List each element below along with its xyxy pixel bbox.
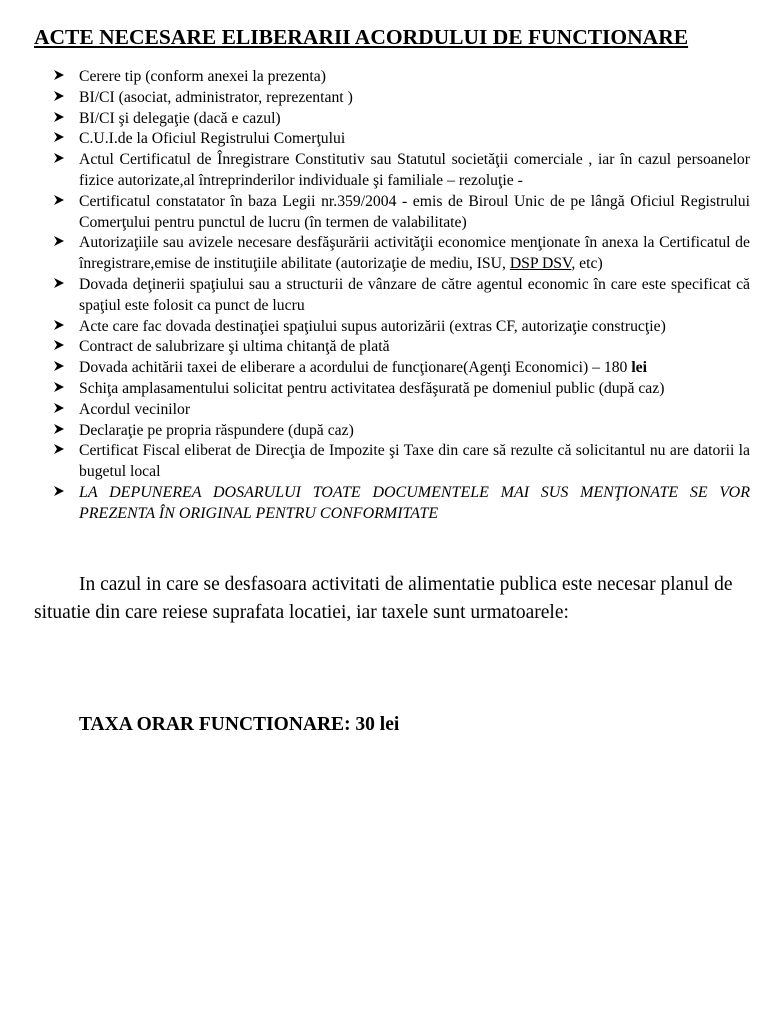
document-title: ACTE NECESARE ELIBERARII ACORDULUI DE FUNCTIONARE — [34, 25, 689, 49]
list-item-text: Declaraţie pe propria răspundere (după caz) — [79, 421, 354, 439]
list-item-text-end: , etc) — [571, 255, 603, 273]
arrowhead-bullet-icon — [52, 338, 66, 352]
arrowhead-bullet-icon — [52, 68, 66, 82]
list-item — [52, 192, 750, 234]
list-item — [52, 275, 750, 317]
list-item — [52, 67, 750, 88]
list-item — [52, 88, 750, 109]
list-item — [52, 379, 750, 400]
list-item — [52, 150, 750, 192]
list-item-text: BI/CI (asociat, administrator, reprezentant ) — [79, 88, 353, 106]
arrowhead-bullet-icon — [52, 401, 66, 415]
list-item-text: Cerere tip (conform anexei la prezenta) — [79, 68, 326, 85]
arrowhead-bullet-icon — [52, 484, 66, 498]
list-item-notice — [52, 483, 750, 525]
list-item — [52, 233, 750, 275]
fee-line: TAXA ORAR FUNCTIONARE: 30 lei — [79, 714, 400, 735]
list-item — [52, 358, 750, 379]
list-item — [52, 317, 750, 338]
list-item-text: Schiţa amplasamentului solicitat pentru activitatea desfăşurată pe domeniul public (după caz) — [79, 379, 665, 397]
list-item — [52, 400, 750, 421]
list-item-text: Dovada achitării taxei de eliberare a acordului de funcţionare(Agenţi Economici) – 180 — [79, 359, 632, 377]
list-item — [52, 109, 750, 130]
body-paragraph — [34, 571, 750, 627]
notice-text: LA DEPUNEREA DOSARULUI TOATE DOCUMENTELE MAI SUS MENŢIONATE SE VOR PREZENTA ÎN ORIGINAL PENTRU CONFORMITATE — [79, 483, 750, 522]
list-item-text: Certificat Fiscal eliberat de Direcţia de Impozite şi Taxe din care să rezulte că solicitantul nu are datorii la bugetul local — [79, 442, 750, 481]
list-item-text: Acte care fac dovada destinaţiei spaţiului supus autorizării (extras CF, autorizaţie construcţie) — [79, 317, 666, 335]
arrowhead-bullet-icon — [52, 359, 66, 373]
list-item-text: BI/CI şi delegaţie (dacă e cazul) — [79, 109, 281, 127]
arrowhead-bullet-icon — [52, 110, 66, 124]
arrowhead-bullet-icon — [52, 318, 66, 332]
underlined-text: DSP DSV — [509, 255, 572, 273]
arrowhead-bullet-icon — [52, 380, 66, 394]
list-item-text: Certificatul constatator în baza Legii nr.359/2004 - emis de Biroul Unic de pe lângă Oficiul Registrului Comerţului pentru punctul de lucru (în termen de valabilitate) — [79, 192, 750, 231]
arrowhead-bullet-icon — [52, 151, 66, 165]
arrowhead-bullet-icon — [52, 422, 66, 436]
bold-text: lei — [631, 359, 647, 377]
list-item — [52, 441, 750, 483]
arrowhead-bullet-icon — [52, 193, 66, 207]
list-item — [52, 421, 750, 442]
list-item-text: Acordul vecinilor — [79, 400, 191, 418]
list-item-text: Contract de salubrizare şi ultima chitanţă de plată — [79, 338, 390, 356]
arrowhead-bullet-icon — [52, 234, 66, 248]
list-item — [52, 337, 750, 358]
arrowhead-bullet-icon — [52, 276, 66, 290]
required-documents-list — [52, 67, 750, 525]
list-item-text: Actul Certificatul de Înregistrare Constitutiv sau Statutul societăţii comerciale , iar în cazul persoanelor fizice autorizate,al întreprinderilor individuale şi familiale – rezoluţie - — [79, 151, 750, 189]
list-item-text: Autorizaţiile sau avizele necesare desfăşurării activităţii economice menţionate în anexa la Certificatul de înregistrare,emise de instituţiile abilitate (autorizaţie de mediu, ISU, — [79, 234, 750, 273]
arrowhead-bullet-icon — [52, 130, 66, 144]
arrowhead-bullet-icon — [52, 89, 66, 103]
arrowhead-bullet-icon — [52, 442, 66, 456]
list-item-text: C.U.I.de la Oficiul Registrului Comerţului — [79, 130, 346, 148]
list-item-text: Dovada deţinerii spaţiului sau a structurii de vânzare de către agentul economic în care este specificat că spaţiul este folosit ca punct de lucru — [79, 275, 750, 314]
list-item — [52, 129, 750, 150]
paragraph-text: In cazul in care se desfasoara activitati de alimentatie publica este necesar planul de situatie din care reiese suprafata locatiei, iar taxele sunt urmatoarele: — [34, 574, 733, 623]
